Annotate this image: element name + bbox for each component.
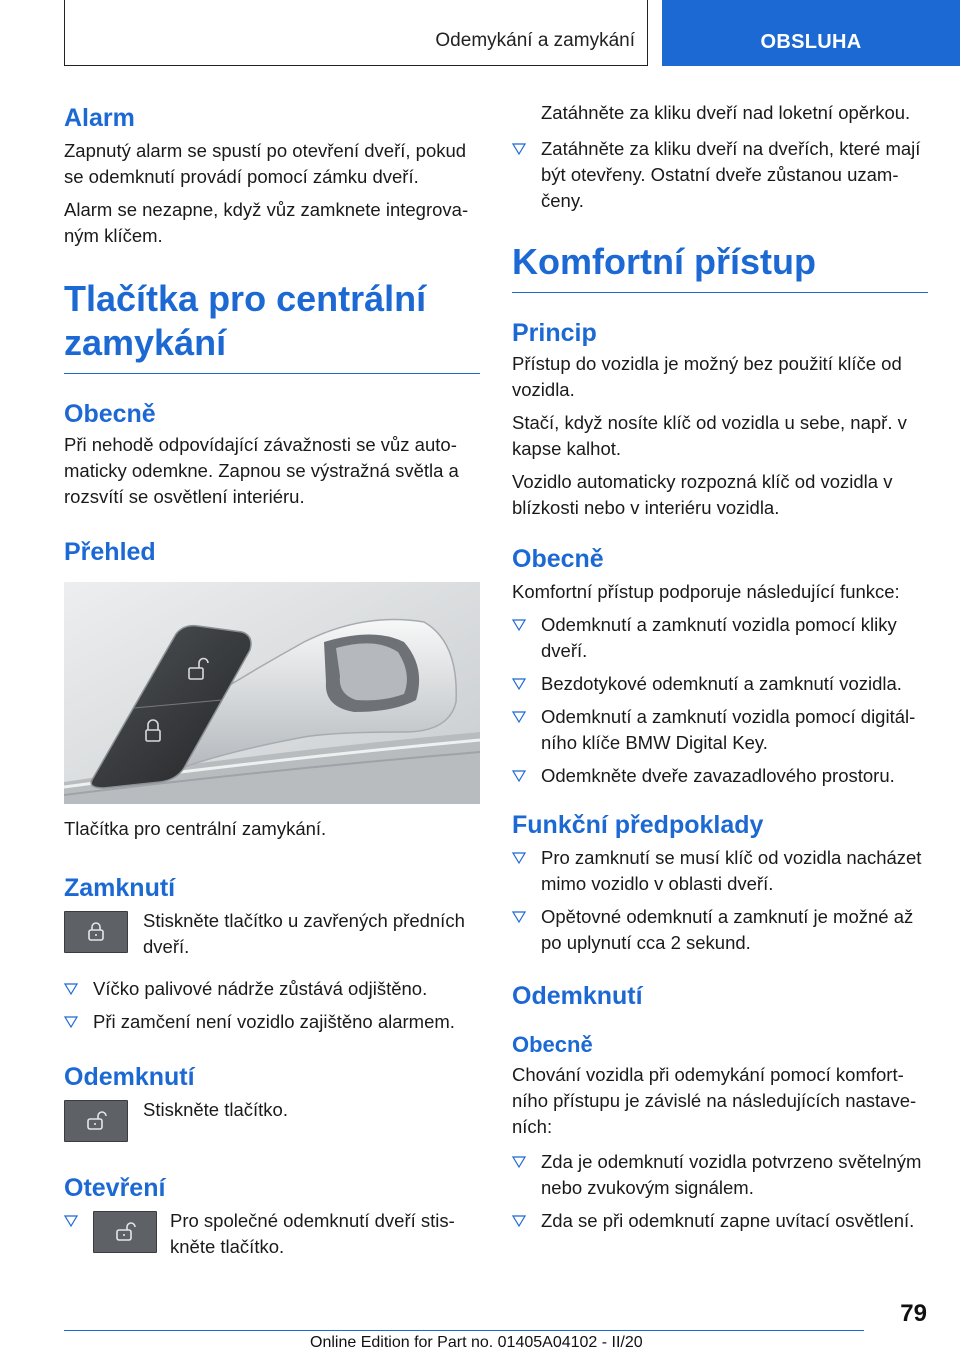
alarm-paragraph-1: Zapnutý alarm se spustí po otevření dveří, pokud se odemknutí provádí pomocí zámku dveří. <box>64 140 467 187</box>
buttons-heading-block <box>64 277 480 374</box>
unlock-heading-right: Odemknutí <box>512 982 643 1010</box>
lock-text: Stiskněte tlačítko u zavřených předních dveří. <box>143 910 465 957</box>
header-tag: OBSLUHA <box>760 31 862 53</box>
list-item: Zatáhněte za kliku dveří na dveřích, které mají být otevřeny. Ostatní dveře zůstanou uzamčeny. <box>512 136 928 214</box>
bullet-triangle-icon <box>64 1015 78 1029</box>
unlock-subheading: Obecně <box>512 1032 593 1057</box>
list-item: Opětovné odemknutí a zamknutí je možné až po uplynutí cca 2 sekund. <box>512 904 928 956</box>
page-number: 79 <box>900 1300 927 1327</box>
footer-rule <box>64 1330 864 1331</box>
overview-heading: Přehled <box>64 538 156 566</box>
bullet-triangle-icon <box>512 910 526 924</box>
lock-button-icon <box>64 911 128 953</box>
unlock-heading: Odemknutí <box>64 1063 195 1091</box>
right-column <box>512 100 928 1234</box>
bullet-triangle-icon <box>64 982 78 996</box>
principle-paragraph-1: Přístup do vozidla je možný bez použití klíče od vozidla. <box>512 353 902 400</box>
open-row <box>64 1208 480 1260</box>
list-item: Odemkněte dveře zavazadlového prostoru. <box>512 763 928 789</box>
general-bullets <box>512 612 928 789</box>
general-paragraph-right: Komfortní přístup podporuje následující funkce: <box>512 581 900 602</box>
unlock-text: Stiskněte tlačítko. <box>143 1099 288 1120</box>
unlock-paragraph: Chování vozidla při odemykání pomocí komfortního přístupu je závislé na následujících nastaveních: <box>512 1064 917 1137</box>
lock-bullets <box>64 976 480 1035</box>
header-tag-box <box>662 0 960 66</box>
list-item: Zda je odemknutí vozidla potvrzeno světelným nebo zvukovým signálem. <box>512 1149 928 1201</box>
unlock-button-icon <box>93 1211 157 1253</box>
alarm-paragraph-2: Alarm se nezapne, když vůz zamknete integrovaným klíčem. <box>64 199 469 246</box>
bullet-triangle-icon <box>512 710 526 724</box>
open-text: Pro společné odemknutí dveří stiskněte tlačítko. <box>170 1210 455 1257</box>
list-item: Bezdotykové odemknutí a zamknutí vozidla. <box>512 671 928 697</box>
door-panel-image <box>64 582 480 804</box>
list-item: Zda se při odemknutí zapne uvítací osvětlení. <box>512 1208 928 1234</box>
prereq-bullets <box>512 845 928 956</box>
continued-text: Zatáhněte za kliku dveří nad loketní opěrkou. <box>541 102 911 123</box>
list-item: Pro zamknutí se musí klíč od vozidla nacházet mimo vozidlo v oblasti dveří. <box>512 845 928 897</box>
lock-row <box>64 908 480 960</box>
header-section-title: Odemykání a zamykání <box>435 30 635 51</box>
door-panel-illustration <box>64 582 480 804</box>
list-item: Při zamčení není vozidlo zajištěno alarmem. <box>64 1009 480 1035</box>
general-paragraph: Při nehodě odpovídající závažnosti se vůz automaticky odemkne. Zapnou se výstražná světla a rozsvítí se osvětlení interiéru. <box>64 434 459 507</box>
bullet-triangle-icon <box>512 1155 526 1169</box>
bullet-triangle-icon <box>512 618 526 632</box>
unlock-row <box>64 1097 480 1142</box>
general-heading: Obecně <box>64 400 156 428</box>
list-item: Odemknutí a zamknutí vozidla pomocí digitálního klíče BMW Digital Key. <box>512 704 928 756</box>
header-section-box <box>64 0 648 66</box>
unlock-button-icon <box>64 1100 128 1142</box>
image-caption: Tlačítka pro centrální zamykání. <box>64 818 327 839</box>
bullet-triangle-icon <box>512 142 526 156</box>
bullet-triangle-icon <box>64 1214 78 1228</box>
comfort-heading: Komfortní přístup <box>512 241 816 282</box>
list-item: Víčko palivové nádrže zůstává odjištěno. <box>64 976 480 1002</box>
bullet-triangle-icon <box>512 1214 526 1228</box>
footer-edition: Online Edition for Part no. 01405A04102 - II/20 <box>310 1334 643 1351</box>
principle-paragraph-2: Stačí, když nosíte klíč od vozidla u sebe, např. v kapse kalhot. <box>512 412 907 459</box>
bullet-triangle-icon <box>512 769 526 783</box>
general-heading-right: Obecně <box>512 545 604 573</box>
principle-heading: Princip <box>512 319 597 347</box>
list-item: Odemknutí a zamknutí vozidla pomocí kliky dveří. <box>512 612 928 664</box>
left-column <box>64 100 480 1260</box>
comfort-heading-block <box>512 240 928 293</box>
bullet-triangle-icon <box>512 677 526 691</box>
prereq-heading: Funkční předpoklady <box>512 811 764 839</box>
bullet-triangle-icon <box>512 851 526 865</box>
lock-heading: Zamknutí <box>64 874 176 902</box>
buttons-heading: Tlačítka pro centrální zamykání <box>64 278 427 363</box>
principle-paragraph-3: Vozidlo automaticky rozpozná klíč od vozidla v blízkosti nebo v interiéru vozidla. <box>512 471 893 518</box>
alarm-heading: Alarm <box>64 104 135 132</box>
open-heading: Otevření <box>64 1174 166 1202</box>
unlock-bullets <box>512 1149 928 1234</box>
